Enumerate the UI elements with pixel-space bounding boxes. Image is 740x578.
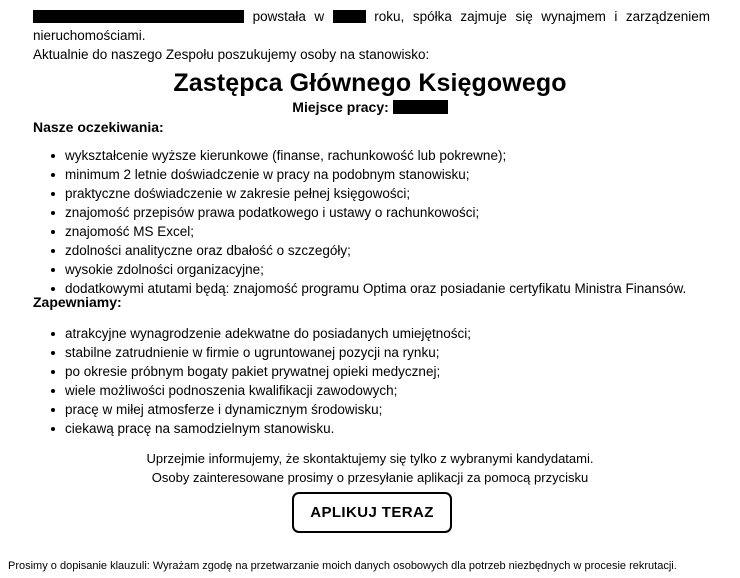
list-item: ciekawą pracę na samodzielnym stanowisku. [50, 419, 471, 438]
list-item: pracę w miłej atmosferze i dynamicznym środowisku; [50, 400, 471, 419]
list-item: zdolności analityczne oraz dbałość o szczegóły; [50, 241, 686, 260]
list-item: praktyczne doświadczenie w zakresie pełnej księgowości; [50, 184, 686, 203]
redacted-location [393, 100, 448, 114]
job-location [0, 98, 740, 117]
intro-paragraph [33, 7, 710, 45]
closing-line-2: Osoby zainteresowane prosimy o przesyłanie aplikacji za pomocą przycisku [151, 470, 589, 485]
job-location-label: Miejsce pracy: [292, 99, 389, 115]
list-item: wiele możliwości podnoszenia kwalifikacji zawodowych; [50, 381, 471, 400]
gdpr-clause: Prosimy o dopisanie klauzuli: Wyrażam zgodę na przetwarzanie moich danych osobowych dla potrzeb niezbędnych w procesie rekrutacji. [8, 560, 677, 572]
expectations-heading: Nasze oczekiwania: [33, 119, 164, 135]
list-item: znajomość przepisów prawa podatkowego i ustawy o rachunkowości; [50, 203, 686, 222]
list-item: stabilne zatrudnienie w firmie o ugruntowanej pozycji na rynku; [50, 343, 471, 362]
offer-list [50, 324, 471, 438]
closing-line-1: Uprzejmie informujemy, że skontaktujemy się tylko z wybranymi kandydatami. [146, 451, 594, 466]
closing-note [0, 449, 740, 487]
list-item: znajomość MS Excel; [50, 222, 686, 241]
intro-text-after-year: roku, spółka zajmuje się wynajmem i zarządzeniem nieruchomościami. [33, 9, 710, 43]
redacted-company-name [33, 10, 244, 23]
expectations-list [50, 146, 686, 298]
list-item: wykształcenie wyższe kierunkowe (finanse, rachunkowość lub pokrewne); [50, 146, 686, 165]
recruiting-line: Aktualnie do naszego Zespołu poszukujemy osoby na stanowisko: [33, 47, 430, 62]
list-item: wysokie zdolności organizacyjne; [50, 260, 686, 279]
redacted-year [333, 10, 366, 23]
list-item: dodatkowymi atutami będą: znajomość programu Optima oraz posiadanie certyfikatu Ministra Finansów. [50, 279, 686, 298]
intro-text-before-year: powstała w [252, 9, 325, 24]
page-title: Zastępca Głównego Księgowego [173, 69, 567, 97]
offer-heading: Zapewniamy: [33, 294, 122, 310]
list-item: atrakcyjne wynagrodzenie adekwatne do posiadanych umiejętności; [50, 324, 471, 343]
list-item: minimum 2 letnie doświadczenie w pracy na podobnym stanowisku; [50, 165, 686, 184]
apply-now-button[interactable]: APLIKUJ TERAZ [292, 492, 452, 533]
list-item: po okresie próbnym bogaty pakiet prywatnej opieki medycznej; [50, 362, 471, 381]
intro-block [33, 7, 710, 64]
